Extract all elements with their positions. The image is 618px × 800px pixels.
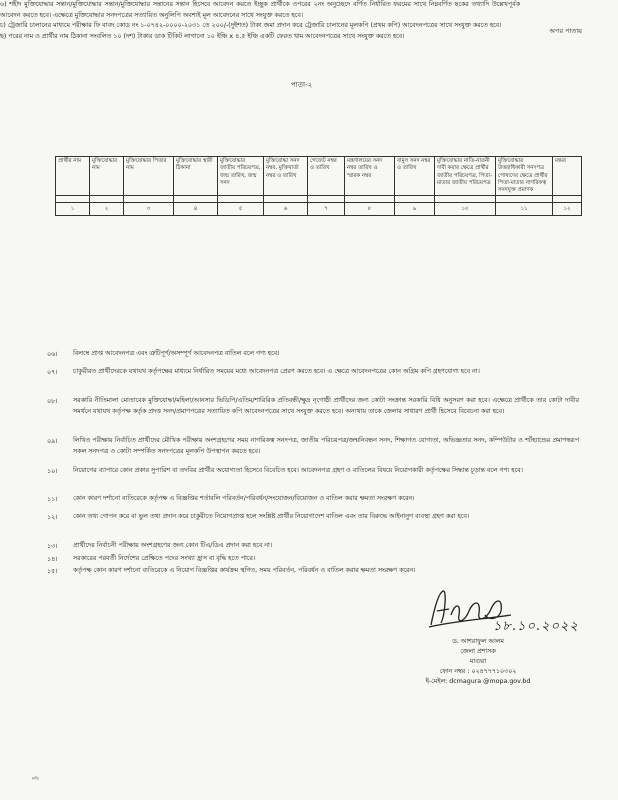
- table-number-cell: ১: [56, 203, 90, 216]
- table-header-row: [56, 157, 582, 196]
- item-text: লিখিত পরীক্ষায় নির্বাচিত প্রার্থীদের মৌখিক পরীক্ষায় অংশগ্রহণের সময় নাগরিকত্ব সনদপত্র, জাতীয় পরিচয়পত্র/জন্মনিবন্ধন সনদ, শিক্ষাগত যোগ্যতা, অভিজ্ঞতার সনদ, কম্পিউটার ও শর্টহ্যান্ডের প্রমাণস্বরূপ সকল সনদপত্র ও কোটা সম্পর্কিত সনদপত্রের মূলকপি উপস্থাপন করতে হবে।: [73, 437, 579, 455]
- table-number-cell: ২: [90, 203, 124, 216]
- signatory-name: ড. আশরাফুল আলম: [452, 638, 504, 645]
- signatory-phone: ফোন নম্বর : ০২৪৭৭৭১০৩০২: [439, 668, 517, 675]
- table-header-cell: মন্তব্য: [553, 157, 582, 196]
- table-number-cell: ১২: [553, 203, 582, 216]
- signatory-district: মাগুরা: [469, 658, 487, 665]
- item-text: নিয়োগের ব্যাপারে কোন প্রকার সুপারিশ বা তদবির প্রার্থীর অযোগ্যতা হিসেবে বিবেচিত হবে। আবেদনপত্র গ্রহণ ও বাতিলের বিষয়ে নিয়োগকারী কর্তৃপক্ষের সিদ্ধান্ত চূড়ান্ত বলে গণ্য হবে।: [73, 467, 523, 474]
- table-header-cell: মন্ত্রণালয়ের সনদ নম্বর তারিখ ও স্মারক নম্বর: [345, 157, 395, 196]
- item-text: কর্তৃপক্ষ কোন কারণ দর্শানো ব্যতিরেকে এ নিয়োগ বিজ্ঞপ্তির কার্যক্রম স্থগিত, সময় পরিবর্তন, পরিবর্ধন ও বাতিল করার ক্ষমতা সংরক্ষণ করেন।: [73, 567, 416, 574]
- table-header-cell: মুক্তিযোদ্ধার নাতি-নাতনী দাবী করার ক্ষেত্রে প্রার্থীর জাতীয় পরিচয়পত্র, পিতা-মাতার জাতীয় পরিচয়পত্র: [435, 157, 496, 196]
- table-header-cell: মুক্তিযোদ্ধার উত্তরাধিকারী সনদপত্র পোষ্যদের ক্ষেত্রে প্রার্থীর পিতা-মাতার নাগরিকত্ব সনদযুক্ত প্রমাণক: [496, 157, 553, 196]
- table-number-cell: ৬: [264, 203, 308, 216]
- item-text: কোন কারণ দর্শানো ব্যতিরেকে কর্তৃপক্ষ এ বিজ্ঞপ্তির শর্তাবলি পরিবর্তন/পরিবর্ধন/সংযোজন/বিয়োজন ও বাতিল করার ক্ষমতা সংরক্ষণ করেন।: [73, 495, 415, 502]
- freedom-fighter-info-table: [55, 156, 582, 216]
- table-header-cell: বামুস সনদ নম্বর ও তারিখ: [395, 157, 435, 196]
- item-number: ১১।: [47, 496, 58, 503]
- item-text: সরকারের পরবর্তী নির্দেশের প্রেক্ষিতে পদের সংখ্যা হ্রাস বা বৃদ্ধি হতে পারে।: [73, 555, 256, 562]
- table-header-cell: গেজেট নম্বর ও তারিখ: [308, 157, 345, 196]
- signatory-designation: জেলা প্রশাসক: [460, 648, 496, 655]
- item-6-paragraph: ৬) শহীদ মুক্তিযোদ্ধার সন্তান/মুক্তিযোদ্ধার সন্তান/মুক্তিযোদ্ধার সন্তানের সন্তান হিসেবে আবেদন করতে ইচ্ছুক প্রার্থীকে ওপরের ২নং অনুচ্ছেদে বর্ণিত নির্ধারিত ফরমের সাথে নিম্নবর্ণিত ছকের তথ্যাদি উল্লেখপূর্বক আবেদন করতে হবে। এক্ষেত্রে মুক্তিযোদ্ধার সনদপত্রের সত্যায়িত অনুলিপি অবশ্যই মূল আবেদনের সাথে সংযুক্ত করতে হবে।: [0, 1, 520, 19]
- table-header-cell: মুক্তিযোদ্ধার স্থায়ী ঠিকানা: [174, 157, 218, 196]
- footer-mark: নথি: [32, 777, 39, 782]
- table-number-cell: ১১: [496, 203, 553, 216]
- item-number: ১০।: [47, 468, 58, 475]
- item-text: চাকুরীরত প্রার্থীদেরকে যথাযথ কর্তৃপক্ষের মাধ্যমে নির্ধারিত সময়ের মধ্যে আবেদনপত্র প্রেরণ করতে হবে। এ ক্ষেত্রে আবেদনপত্রের কোন অগ্রিম কপি গ্রহণযোগ্য হবে না।: [73, 368, 480, 375]
- item-text: প্রার্থীদের নির্বাচনী পরীক্ষায় অংশগ্রহণের জন্য কোন টিএ/ডিএ প্রদান করা হবে না।: [73, 542, 273, 549]
- item-number: ১৪।: [47, 556, 58, 563]
- item-number: ১৫।: [47, 568, 58, 575]
- table-number-cell: ৪: [174, 203, 218, 216]
- item-text: কোন তথ্য গোপন করে বা ভুল তথ্য প্রদান করে চাকুরীতে নিয়োগপ্রাপ্ত হলে সংশ্লিষ্ট প্রার্থীর নিয়োগাদেশ বাতিল এবং তার বিরুদ্ধে আইনানুগ ব্যবস্থা গ্রহণ করা হবে।: [73, 513, 470, 520]
- signatory-email: ই-মেইল: dcmagura @mopa.gov.bd: [425, 678, 531, 685]
- table-header-cell: মুক্তিযোদ্ধার নাম: [90, 157, 124, 196]
- table-number-cell: ৮: [345, 203, 395, 216]
- table-header-cell: মুক্তিযোদ্ধার পিতার নাম: [124, 157, 174, 196]
- table-number-cell: ১০: [435, 203, 496, 216]
- table-header-cell: প্রার্থীর নাম: [56, 157, 90, 196]
- signature-date: ১৮.১০.২০২২: [493, 619, 579, 634]
- continued-note: অপর পাতায়: [549, 27, 582, 35]
- page-number: পাতা-২: [291, 81, 313, 89]
- return-envelope-clause: ছ) পরের নাম ও প্রার্থীর নাম ঠিকানা সংবলিত ১০ (দশ) টাকার ডাক টিকিট লাগানো ১০ ইঞ্চি x ৪.৫ ইঞ্চি একটি ফেরত খাম আবেদনপত্রের সাথে সংযুক্ত করতে হবে।: [0, 32, 405, 40]
- table-number-cell: ৫: [218, 203, 264, 216]
- item-number: ০৬।: [47, 351, 58, 358]
- table-blank-row: [56, 196, 582, 203]
- table-number-cell: ৩: [124, 203, 174, 216]
- signatory-block: [403, 637, 553, 687]
- table-number-row: [56, 203, 582, 216]
- treasury-challan-clause: চ) ট্রেজারি চালানের মাধ্যমে পরীক্ষার ফি বাবদ কোড নং ১-০৭৪২-০০০০-২০৩১ তে ২০০/-(দুইশত) টাকা জমা প্রদান করে ট্রেজারি চালানের মূলকপি (প্রথম কপি) আবেদনপত্রের সাথে সংযুক্ত করতে হবে।: [0, 22, 502, 29]
- item-number: ০৭।: [47, 369, 58, 376]
- item-number: ১২।: [47, 514, 58, 521]
- item-text: সরকারি নীতিমালা মোতাবেক মুক্তিযোদ্ধা/মহিলা/আনসার ভিডিপি/এতিম/শারিরিক প্রতিবন্ধী/ক্ষুদ্র নৃগোষ্ঠী প্রার্থীদের জন্য কোটা সংক্রান্ত সরকারি বিধি অনুসরণ করা হবে। এক্ষেত্রে প্রার্থীকে তার কোটা দাবীর সমর্থনে যথাযথ কর্তৃপক্ষ কর্তৃক প্রদত্ত সনদ/প্রমাণপত্রের সত্যায়িত কপি আবেদনপত্রের সাথে সংযুক্ত করতে হবে। অন্যথায় তাকে জেলার সাধারণ প্রার্থী হিসেবে বিবেচনা করা হবে।: [73, 397, 579, 415]
- table-header-cell: মুক্তিযোদ্ধা সনদ নম্বর, মুক্তিবার্তা নম্বর ও তারিখ: [264, 157, 308, 196]
- item-number: ১৩।: [47, 543, 58, 550]
- item-text: বিলম্বে প্রাপ্ত আবেদনপত্র এবং ত্রুটিপূর্ণ/অসম্পূর্ণ আবেদনপত্র বাতিল বলে গণ্য হবে।: [73, 350, 280, 357]
- table-number-cell: ৭: [308, 203, 345, 216]
- item-number: ০৯।: [47, 438, 58, 445]
- table-header-cell: মুক্তিযোদ্ধার জাতীয় পরিচয়পত্র, জন্ম তারিখ, জন্ম সনদ: [218, 157, 264, 196]
- table-number-cell: ৯: [395, 203, 435, 216]
- item-number: ০৮।: [47, 398, 58, 405]
